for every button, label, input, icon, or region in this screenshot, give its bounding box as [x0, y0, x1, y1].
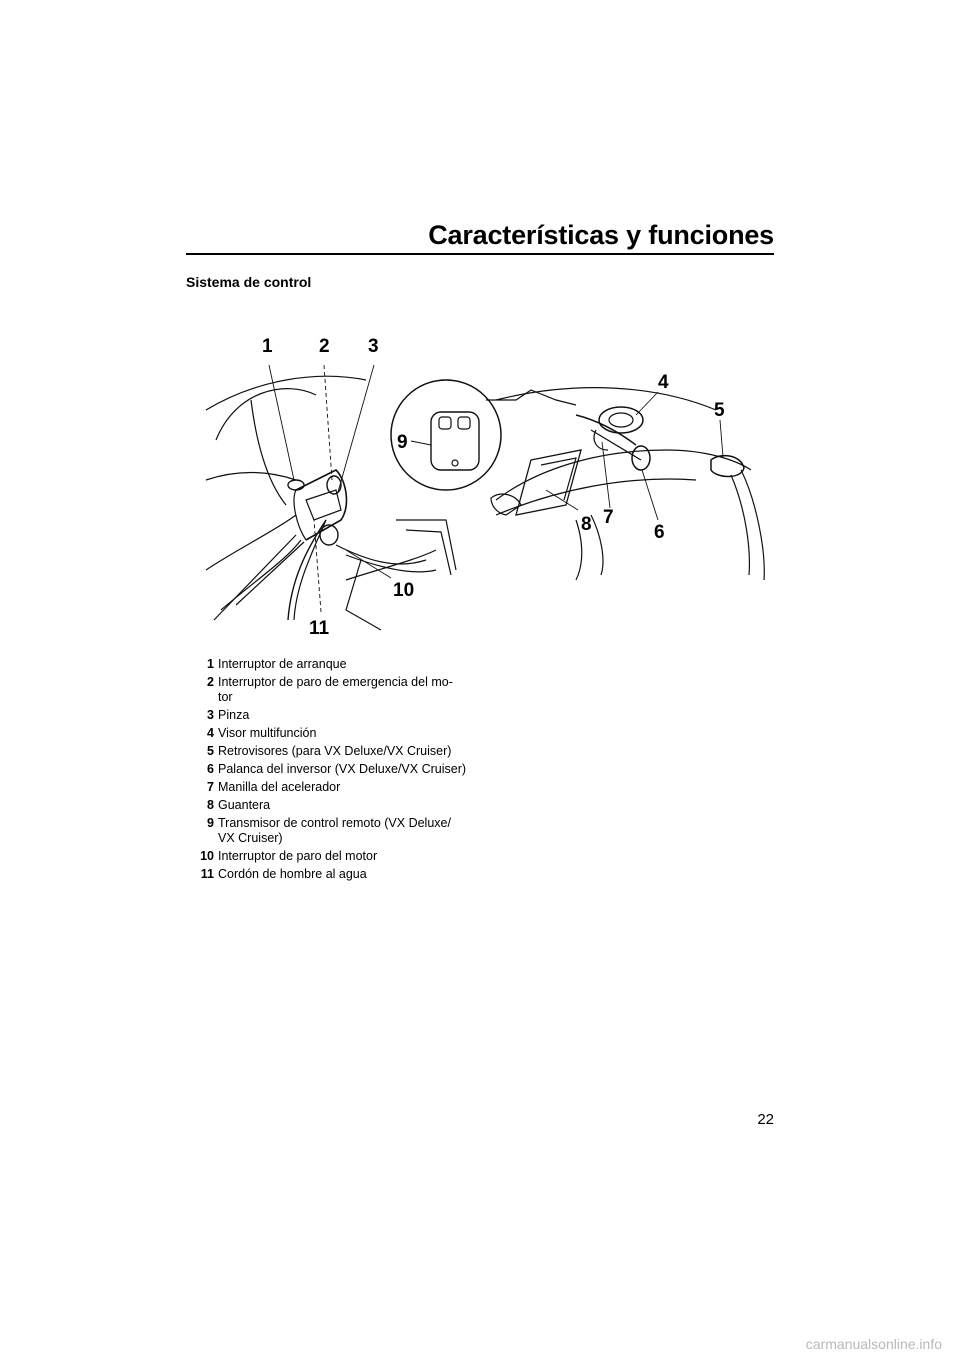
callout-11: 11 [309, 618, 330, 639]
callout-2: 2 [319, 336, 330, 357]
callout-9: 9 [397, 432, 408, 453]
callout-6: 6 [654, 522, 665, 543]
legend-item: 1 Interruptor de arranque [207, 657, 347, 671]
glove-box [516, 450, 581, 515]
callout-7: 7 [603, 507, 614, 528]
legend-item: 7 Manilla del acelerador [207, 780, 341, 794]
title-rule [186, 253, 774, 255]
legend-item: 11 Cordón de hombre al agua [200, 867, 367, 881]
page-title: Características y funciones [428, 220, 774, 250]
parts-legend [186, 657, 476, 885]
page-number: 22 [757, 1111, 774, 1128]
handlebar-outline [206, 376, 366, 410]
legend-item: 4 Visor multifunción [207, 726, 317, 740]
remote-transmitter [431, 412, 479, 470]
legend-item: 9 Transmisor de control remoto (VX Deluxe/ VX Cruiser) [207, 816, 451, 845]
callout-10: 10 [393, 580, 415, 601]
callout-1: 1 [262, 336, 273, 357]
callout-8: 8 [581, 514, 592, 535]
legend-item: 5 Retrovisores (para VX Deluxe/VX Cruiser) [207, 744, 452, 758]
legend-item: 8 Guantera [207, 798, 271, 812]
legend-item: 3 Pinza [207, 708, 250, 722]
callout-5: 5 [714, 400, 725, 421]
watermark: carmanualsonline.info [805, 1336, 942, 1352]
multifunction-display [599, 407, 643, 433]
legend-item: 2 Interruptor de paro de emergencia del mo- tor [207, 675, 453, 704]
legend-item: 10 Interruptor de paro del motor [200, 849, 378, 863]
control-system-illustration [196, 320, 766, 650]
callout-3: 3 [368, 336, 379, 357]
callout-4: 4 [658, 372, 669, 393]
section-heading: Sistema de control [186, 274, 312, 290]
legend-item: 6 Palanca del inversor (VX Deluxe/VX Cruiser) [207, 762, 467, 776]
